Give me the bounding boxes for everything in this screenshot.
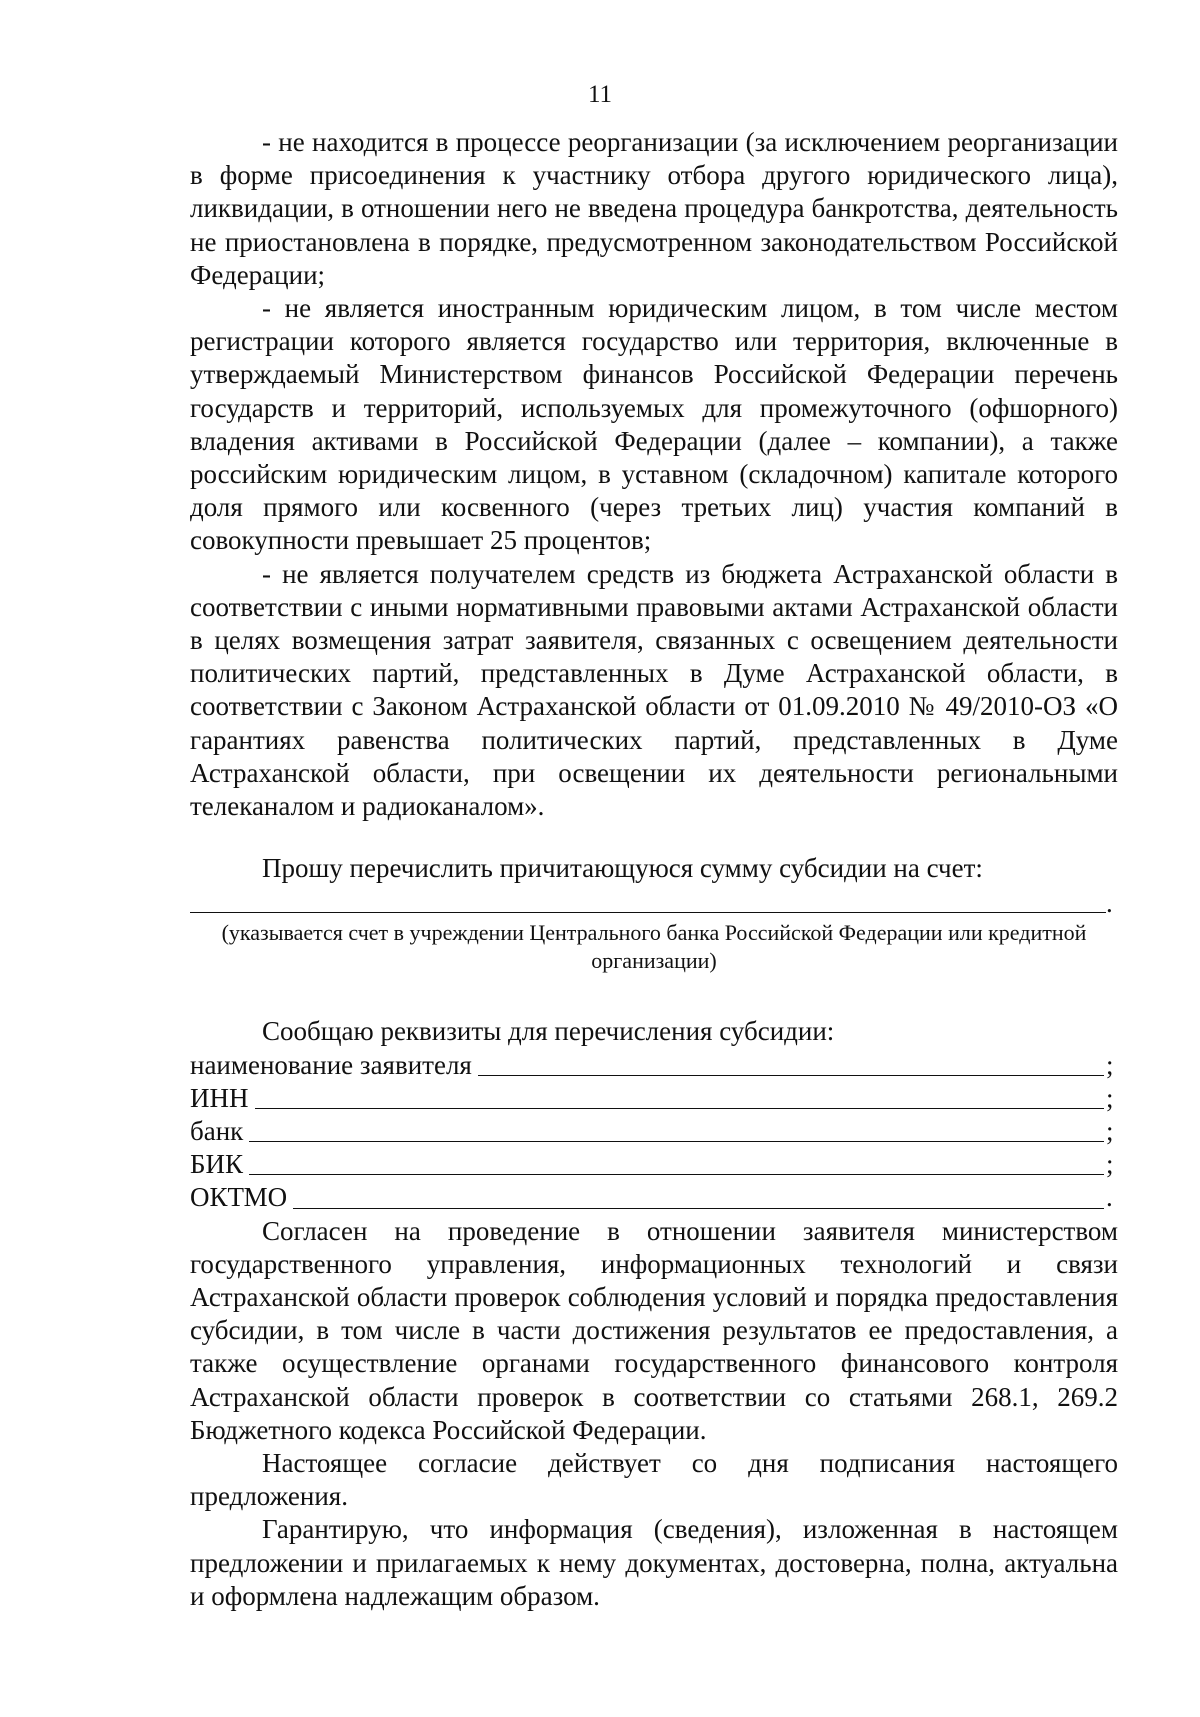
field-end: . — [1106, 1182, 1113, 1213]
account-field[interactable] — [190, 888, 1118, 919]
requisites-title: Сообщаю реквизиты для перечисления субсидии: — [262, 1016, 835, 1047]
account-line-end: . — [1106, 888, 1113, 919]
condition-paragraph: - не находится в процессе реорганизации (за исключением реорганизации в форме присоединения к участнику отбора другого юридического лица), ликвидации, в отношении него не введена процедура банкротства, деятельность не приостановлена в порядке, предусмотренном законодательством Российской Федерации; — [190, 127, 1118, 290]
field-label: банк — [190, 1116, 244, 1147]
field-label: БИК — [190, 1149, 244, 1180]
field-label: ИНН — [190, 1082, 249, 1113]
field-bik[interactable] — [190, 1148, 1118, 1181]
account-blank-line[interactable] — [190, 894, 1106, 913]
field-oktmo[interactable] — [190, 1181, 1118, 1214]
consent-paragraph: Настоящее согласие действует со дня подписания настоящего предложения. — [190, 1448, 1118, 1512]
field-blank-line[interactable] — [249, 1152, 1104, 1175]
field-blank-line[interactable] — [249, 1119, 1104, 1142]
field-inn[interactable] — [190, 1082, 1118, 1115]
document-body — [190, 126, 1118, 1613]
field-end: ; — [1106, 1082, 1114, 1113]
field-end: ; — [1106, 1149, 1114, 1180]
field-end: ; — [1106, 1116, 1114, 1147]
consent-paragraph: Согласен на проведение в отношении заявителя министерством государственного управления, информационных технологий и связи Астраханской области проверок соблюдения условий и порядка предоставления субсидии, в том числе в части достижения результатов ее предоставления, а также осуществление органами государственного финансового контроля Астраханской области проверок в соответствии со статьями 268.1, 269.2 Бюджетного кодекса Российской Федерации. — [190, 1215, 1118, 1445]
page-number: 11 — [587, 81, 613, 108]
field-bank[interactable] — [190, 1115, 1118, 1148]
field-label: ОКТМО — [190, 1182, 288, 1213]
field-blank-line[interactable] — [478, 1053, 1104, 1076]
condition-paragraph: - не является иностранным юридическим лицом, в том числе местом регистрации которого является государство или территория, включенные в утверждаемый Министерством финансов Российской Федерации перечень государств и территорий, используемых для промежуточного (офшорного) владения активами в Российской Федерации (далее – компании), а также российским юридическим лицом, в уставном (складочном) капитале которого доля прямого или косвенного (через третьих лиц) участия компаний в совокупности превышает 25 процентов; — [190, 293, 1118, 556]
transfer-request: Прошу перечислить причитающуюся сумму субсидии на счет: — [262, 853, 983, 884]
account-hint: (указывается счет в учреждении Центрального банка Российской Федерации или кредитной организации) — [221, 920, 1087, 974]
field-end: ; — [1106, 1049, 1114, 1080]
field-applicant-name[interactable] — [190, 1049, 1118, 1082]
field-label: наименование заявителя — [190, 1049, 472, 1080]
field-blank-line[interactable] — [293, 1186, 1104, 1209]
field-blank-line[interactable] — [255, 1086, 1105, 1109]
condition-paragraph: - не является получателем средств из бюджета Астраханской области в соответствии с иными нормативными правовыми актами Астраханской области в целях возмещения затрат заявителя, связанных с освещением деятельности политических партий, представленных в Думе Астраханской области, в соответствии с Законом Астраханской области от 01.09.2010 № 49/2010-ОЗ «О гарантиях равенства политических партий, представленных в Думе Астраханской области, при освещении их деятельности региональными телеканалом и радиоканалом». — [190, 558, 1118, 822]
guarantee-paragraph: Гарантирую, что информация (сведения), изложенная в настоящем предложении и прилагаемых к нему документах, достоверна, полна, актуальна и оформлена надлежащим образом. — [190, 1514, 1118, 1611]
